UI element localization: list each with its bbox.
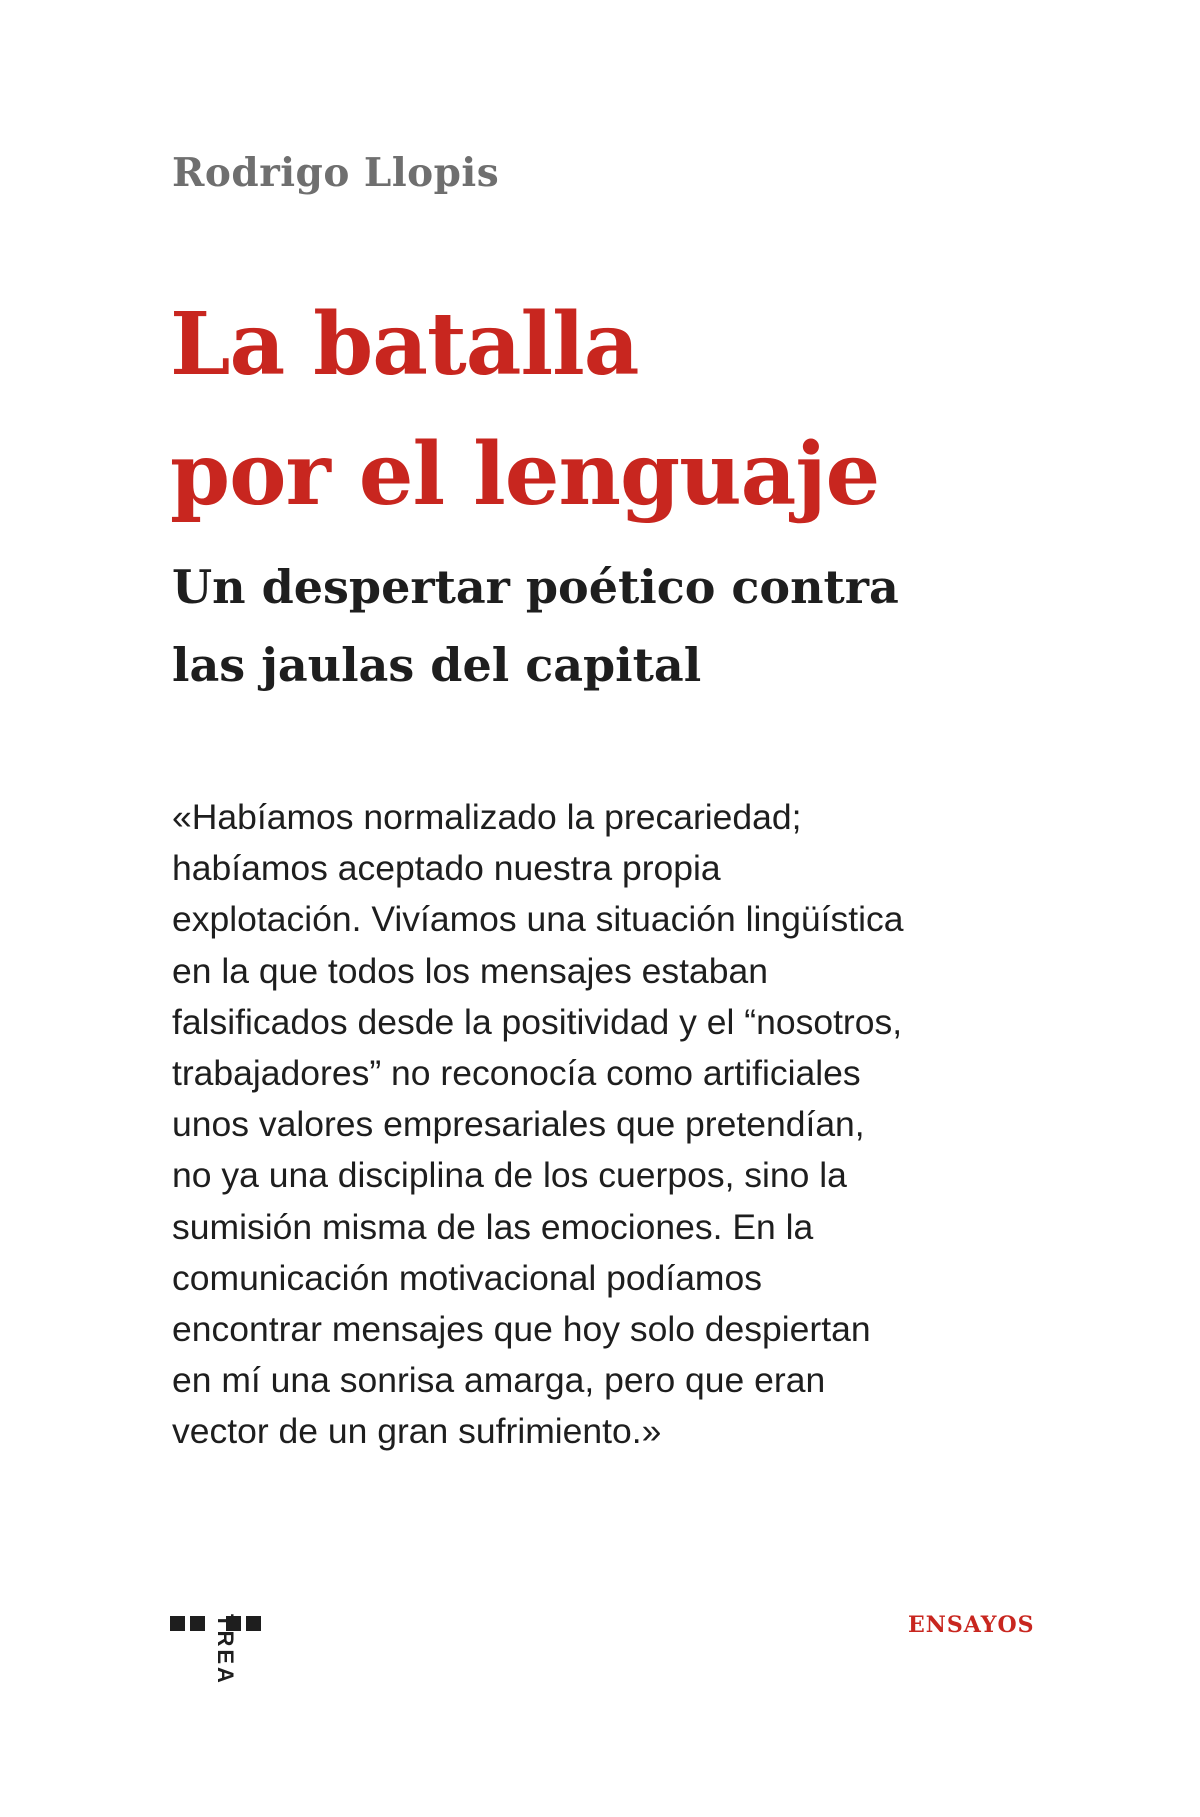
subtitle-line: las jaulas del capital <box>172 638 702 692</box>
quote-line: comunicación motivacional podíamos <box>172 1257 762 1298</box>
book-subtitle <box>172 548 899 704</box>
quote-line: trabajadores” no reconocía como artificiales <box>172 1053 861 1094</box>
publisher-name: TREA <box>213 1614 238 1686</box>
title-line: La batalla <box>170 294 639 395</box>
quote-line: no ya una disciplina de los cuerpos, sino la <box>172 1155 847 1196</box>
quote-line: vector de un gran sufrimiento.» <box>172 1411 662 1452</box>
quote-line: encontrar mensajes que hoy solo despiertan <box>172 1309 871 1350</box>
logo-square-icon <box>190 1616 205 1631</box>
title-line: por el lenguaje <box>170 424 880 525</box>
quote-line: unos valores empresariales que pretendían, <box>172 1104 865 1145</box>
author-name: Rodrigo Llopis <box>172 150 500 196</box>
quote-line: habíamos aceptado nuestra propia <box>172 848 721 889</box>
subtitle-line: Un despertar poético contra <box>172 560 899 614</box>
quote-line: falsificados desde la positividad y el “nosotros, <box>172 1001 903 1042</box>
publisher-logo <box>170 1610 260 1690</box>
logo-square-icon <box>170 1616 185 1631</box>
quote-line: sumisión misma de las emociones. En la <box>172 1206 814 1247</box>
cover-quote <box>172 792 903 1458</box>
logo-square-icon <box>246 1616 261 1631</box>
quote-line: en mí una sonrisa amarga, pero que eran <box>172 1360 826 1401</box>
book-title <box>170 280 879 540</box>
quote-line: explotación. Vivíamos una situación lingüística <box>172 899 904 940</box>
series-label: ENSAYOS <box>908 1612 1035 1638</box>
quote-line: en la que todos los mensajes estaban <box>172 950 769 991</box>
quote-line: «Habíamos normalizado la precariedad; <box>172 797 802 837</box>
